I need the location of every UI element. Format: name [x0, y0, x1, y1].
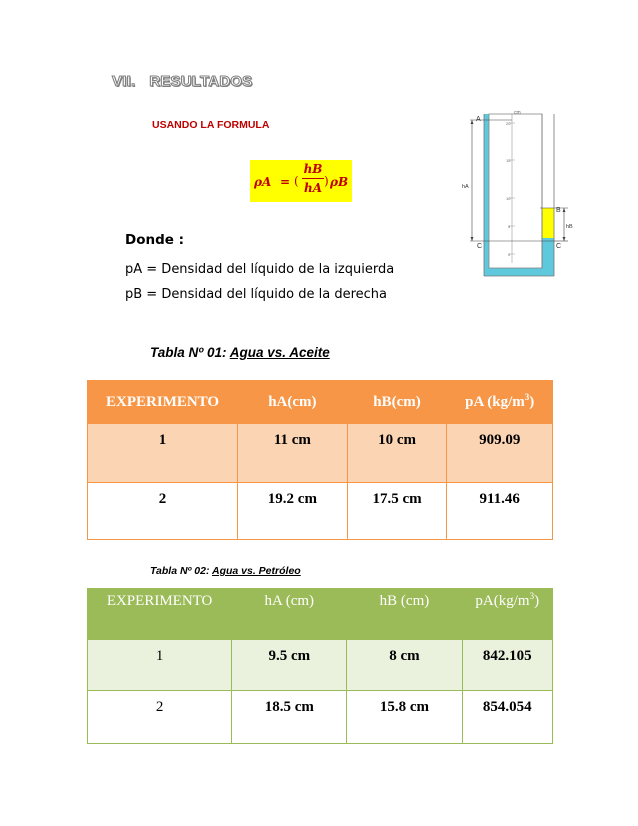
cell-pa: 854.054 [462, 691, 552, 744]
label-hb: hB [566, 224, 573, 230]
header-ha: hA (cm) [232, 589, 347, 640]
cell-ha: 19.2 cm [238, 483, 348, 540]
definition-pa: pA = Densidad del líquido de la izquierda [125, 262, 395, 277]
section-heading [112, 73, 252, 90]
cell-exp: 2 [88, 691, 232, 744]
tick-label: 20 [506, 121, 511, 126]
table2-caption-title: Agua vs. Petróleo [212, 565, 301, 577]
table1-caption-prefix: Tabla Nº 01: [150, 345, 230, 360]
header-hb: hB (cm) [347, 589, 462, 640]
header-experimento: EXPERIMENTO [88, 589, 232, 640]
formula-rhs: ρB [330, 175, 349, 189]
header-pa: $pA(kg/m^3)$ [462, 589, 552, 640]
definition-pb: pB = Densidad del líquido de la derecha [125, 287, 387, 302]
tick-label: 5 [508, 224, 511, 229]
cell-ha: 9.5 cm [232, 640, 347, 691]
label-ha: hA [462, 184, 469, 190]
header-ha: hA(cm) [238, 381, 348, 424]
manometer-diagram [462, 108, 592, 278]
cell-pa: 909.09 [447, 424, 553, 483]
method-label: USANDO LA FORMULA [152, 119, 270, 131]
label-c-right: C [556, 243, 562, 250]
formula-box [250, 160, 352, 202]
cell-hb: 17.5 cm [347, 483, 447, 540]
table-row [88, 691, 553, 744]
inner-wall [489, 114, 542, 268]
table2-caption [150, 565, 301, 577]
table-header-row [88, 381, 553, 424]
header-pa: pA $(kg/m^3)$ [447, 381, 553, 424]
table-row [88, 424, 553, 483]
cell-ha: 18.5 cm [232, 691, 347, 744]
tube-left-liquid [484, 114, 489, 276]
formula-numerator: hB [303, 162, 323, 176]
cell-hb: 10 cm [347, 424, 447, 483]
label-a: A [476, 116, 481, 123]
table-row [88, 640, 553, 691]
section-number: VII. [112, 73, 136, 90]
cell-pa: 842.105 [462, 640, 552, 691]
cell-pa: 911.46 [447, 483, 553, 540]
cell-exp: 2 [88, 483, 238, 540]
definitions-heading: Donde : [125, 232, 185, 248]
header-hb: hB(cm) [347, 381, 447, 424]
formula-equals: = [280, 175, 291, 189]
cell-exp: 1 [88, 640, 232, 691]
label-b: B [556, 207, 561, 214]
tick-label: 0 [508, 252, 511, 257]
header-experimento: EXPERIMENTO [88, 381, 238, 424]
formula-close-paren: ) [324, 174, 329, 188]
table1-caption [150, 345, 330, 360]
results-table-water-oil [87, 380, 553, 540]
tube-right-liquid-b [542, 208, 554, 238]
formula-open-paren: ( [294, 174, 299, 188]
formula-denominator: hA [303, 181, 323, 195]
table2-caption-prefix: Tabla Nº 02: [150, 565, 212, 577]
formula-lhs: ρA [254, 175, 272, 189]
cell-hb: 15.8 cm [347, 691, 462, 744]
section-title: RESULTADOS [149, 73, 253, 90]
fraction-bar [302, 178, 324, 179]
cell-exp: 1 [88, 424, 238, 483]
tick-label: 15 [506, 158, 511, 163]
table-row [88, 483, 553, 540]
label-c-left: C [477, 243, 483, 250]
table1-caption-title: Agua vs. Aceite [229, 345, 330, 360]
unit-label: cm [514, 110, 521, 116]
results-table-water-petroleum [87, 588, 553, 744]
cell-ha: 11 cm [238, 424, 348, 483]
formula-fraction [302, 162, 324, 195]
tube-right-liquid [542, 238, 554, 276]
cell-hb: 8 cm [347, 640, 462, 691]
table-header-row [88, 589, 553, 640]
tick-label: 10 [506, 196, 511, 201]
